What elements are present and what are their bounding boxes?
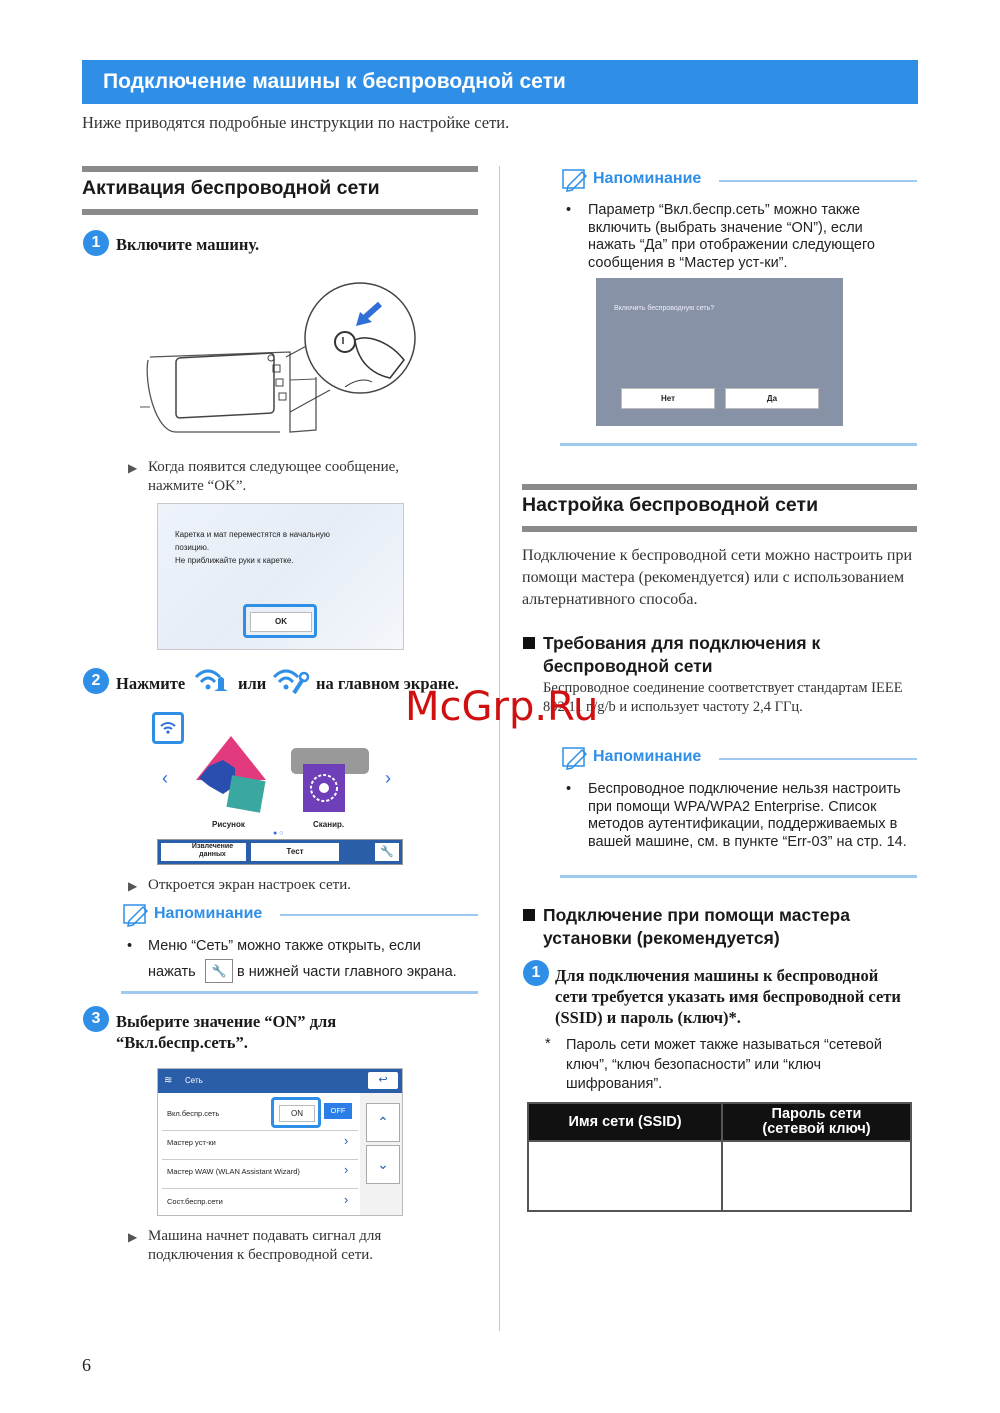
bottom-toolbar [157,839,403,865]
wizard-step-badge: 1 [523,960,549,986]
memo-rule [280,914,478,916]
memo-pencil-icon [560,166,590,192]
memo-text-b-pre: нажать [148,964,196,980]
row-setup-wizard[interactable]: Мастер уст-ки [167,1138,216,1147]
dialog-line-1: Каретка и мат переместятся в начальную [175,530,330,539]
settings-list [158,1093,360,1215]
test-label: Тест [286,847,304,856]
home-item-scan: Сканир. [313,820,345,829]
step-3-badge: 3 [83,1006,109,1032]
wifi-icon [155,715,181,741]
settings-wrench-button[interactable]: 🔧 [375,843,399,861]
wrench-icon: 🔧 [205,959,233,983]
watermark: McGrp.Ru [405,684,599,730]
table-header-password-line1: Пароль сети [771,1106,862,1122]
yes-button[interactable]: Да [725,388,819,409]
wizard-step-text: Для подключения машины к беспроводной сети требуется указать имя беспроводной сети (SSID) и пароль (ключ)*. [555,966,901,1027]
setup-intro: Подключение к беспроводной сети можно настроить при помощи мастера (рекомендуется) или с использованием альтернативного способа. [522,547,913,608]
ok-button[interactable]: OK [250,612,312,632]
step-1-badge: 1 [83,230,109,256]
dialog-line-2: позицию. [175,543,210,552]
chevron-right-icon: › [344,1162,349,1177]
wifi-bell-icon [194,667,232,695]
export-data-button[interactable] [161,843,246,861]
page-dots: ● ○ [273,830,284,837]
memo-rule [719,758,917,760]
step-1-text: Включите машину. [116,235,260,254]
bullet-dot: • [127,938,133,954]
credentials-table [527,1102,912,1212]
on-button[interactable]: ON [279,1105,315,1122]
scanner-icon[interactable] [287,748,373,820]
requirements-title: Требования для подключения к беспроводной сети [543,633,821,676]
square-bullet [523,909,535,921]
enable-wlan-dialog [596,278,843,426]
section-title-setup: Настройка беспроводной сети [522,494,819,516]
intro-text: Ниже приводятся подробные инструкции по настройке сети. [82,113,510,132]
section-bar-top [522,484,917,490]
wizard-title: Подключение при помощи мастера установки (рекомендуется) [543,905,850,948]
section-bar-top [82,166,478,172]
memo-pencil-icon [560,744,590,770]
memo-text-a: Меню “Сеть” можно также открыть, если [148,938,421,954]
step-3-result: Машина начнет подавать сигнал для подключения к беспроводной сети. [148,1228,382,1263]
header-wifi-icon: ≋ [164,1075,173,1086]
row-wlan-enable: Вкл.беспр.сеть [167,1109,220,1118]
table-header-password-line2: (сетевой ключ) [762,1121,871,1137]
result-arrow-icon: ▶ [128,461,138,475]
memo-title: Напоминание [154,905,263,922]
step-2-mid: или [238,674,267,693]
step-1-result: Когда появится следующее сообщение, нажмите “OK”. [148,459,400,494]
ok-button-highlight [243,604,317,638]
step-2-pre: Нажмите [116,674,186,693]
row-waw-wizard[interactable]: Мастер WAW (WLAN Assistant Wizard) [167,1167,300,1176]
bullet-dot: • [566,781,572,797]
machine-power-illustration [140,282,420,452]
table-header-ssid: Имя сети (SSID) [528,1103,722,1141]
table-cell-password [722,1141,911,1211]
dialog-question: Включить беспроводную сеть? [614,305,715,312]
back-button[interactable]: ↩ [368,1072,398,1089]
result-arrow-icon-3: ▶ [128,1230,138,1244]
off-button[interactable]: OFF [324,1103,352,1119]
memo-title-right-1: Напоминание [593,170,702,187]
note-mark: * [545,1036,551,1052]
requirements-text: Беспроводное соединение соответствует стандартам IEEE 802.11 n/g/b и использует частоту 2,4 ГГц. [543,680,903,715]
memo-title-right-2: Напоминание [593,748,702,765]
export-data-label: Извлечение данных [191,843,234,858]
page-title: Подключение машины к беспроводной сети [82,60,918,104]
step-2-result: Откроется экран настроек сети. [148,877,352,893]
memo-rule [719,180,917,182]
page-number: 6 [82,1355,91,1375]
scroll-down-button[interactable]: ⌄ [366,1145,400,1184]
carriage-dialog-screen [157,503,404,650]
table-cell-ssid [528,1141,722,1211]
chevron-right-icon: › [344,1133,349,1148]
settings-header [158,1069,402,1093]
next-arrow-icon[interactable]: › [385,768,391,788]
result-arrow-icon-2: ▶ [128,879,138,893]
step-2-badge: 2 [83,668,109,694]
no-button[interactable]: Нет [621,388,715,409]
section-bar-bottom [82,209,478,215]
wizard-note: Пароль сети может также называться “сетевой ключ”, “ключ безопасности” или “ключ шифрования”. [566,1037,882,1092]
step-2-post: на главном экране. [316,674,459,693]
wifi-button-highlight[interactable] [152,712,184,744]
table-header-password [722,1103,911,1141]
home-item-pattern: Рисунок [212,820,245,829]
home-screen [157,718,403,866]
section-bar-bottom [522,526,917,532]
memo-bottom-rule [560,875,917,878]
column-divider [499,166,500,1331]
section-title-activation: Активация беспроводной сети [82,177,380,199]
memo-pencil-icon [121,901,151,927]
scroll-up-button[interactable]: ⌃ [366,1103,400,1142]
wifi-wrench-icon [272,667,310,695]
dialog-line-3: Не приближайте руки к каретке. [175,556,294,565]
on-button-highlight[interactable] [271,1097,321,1128]
network-settings-screen [157,1068,403,1216]
bullet-dot: • [566,202,572,218]
square-bullet [523,637,535,649]
step-3-text: Выберите значение “ON” для “Вкл.беспр.сеть”. [116,1012,337,1052]
memo1-text: Параметр “Вкл.беспр.сеть” можно также включить (выбрать значение “ON”), если нажать “Да” при отображении следующего сообщения в “Мастер уст-ки”. [588,202,875,271]
chevron-right-icon: › [344,1192,349,1207]
prev-arrow-icon[interactable]: ‹ [162,768,168,788]
memo-bottom-rule [560,443,917,446]
settings-title: Сеть [185,1076,203,1085]
pattern-shapes-icon[interactable] [191,736,271,818]
row-wlan-status[interactable]: Сост.беспр.сети [167,1197,223,1206]
test-button[interactable] [251,843,339,861]
memo-bottom-rule [121,991,478,994]
memo-text-b-post: в нижней части главного экрана. [237,964,457,980]
memo2-text: Беспроводное подключение нельзя настроить при помощи WPA/WPA2 Enterprise. Список методов аутентификации, поддерживаемых в вашей машине, см. в пункте “Err-03” на стр. 14. [588,781,907,850]
